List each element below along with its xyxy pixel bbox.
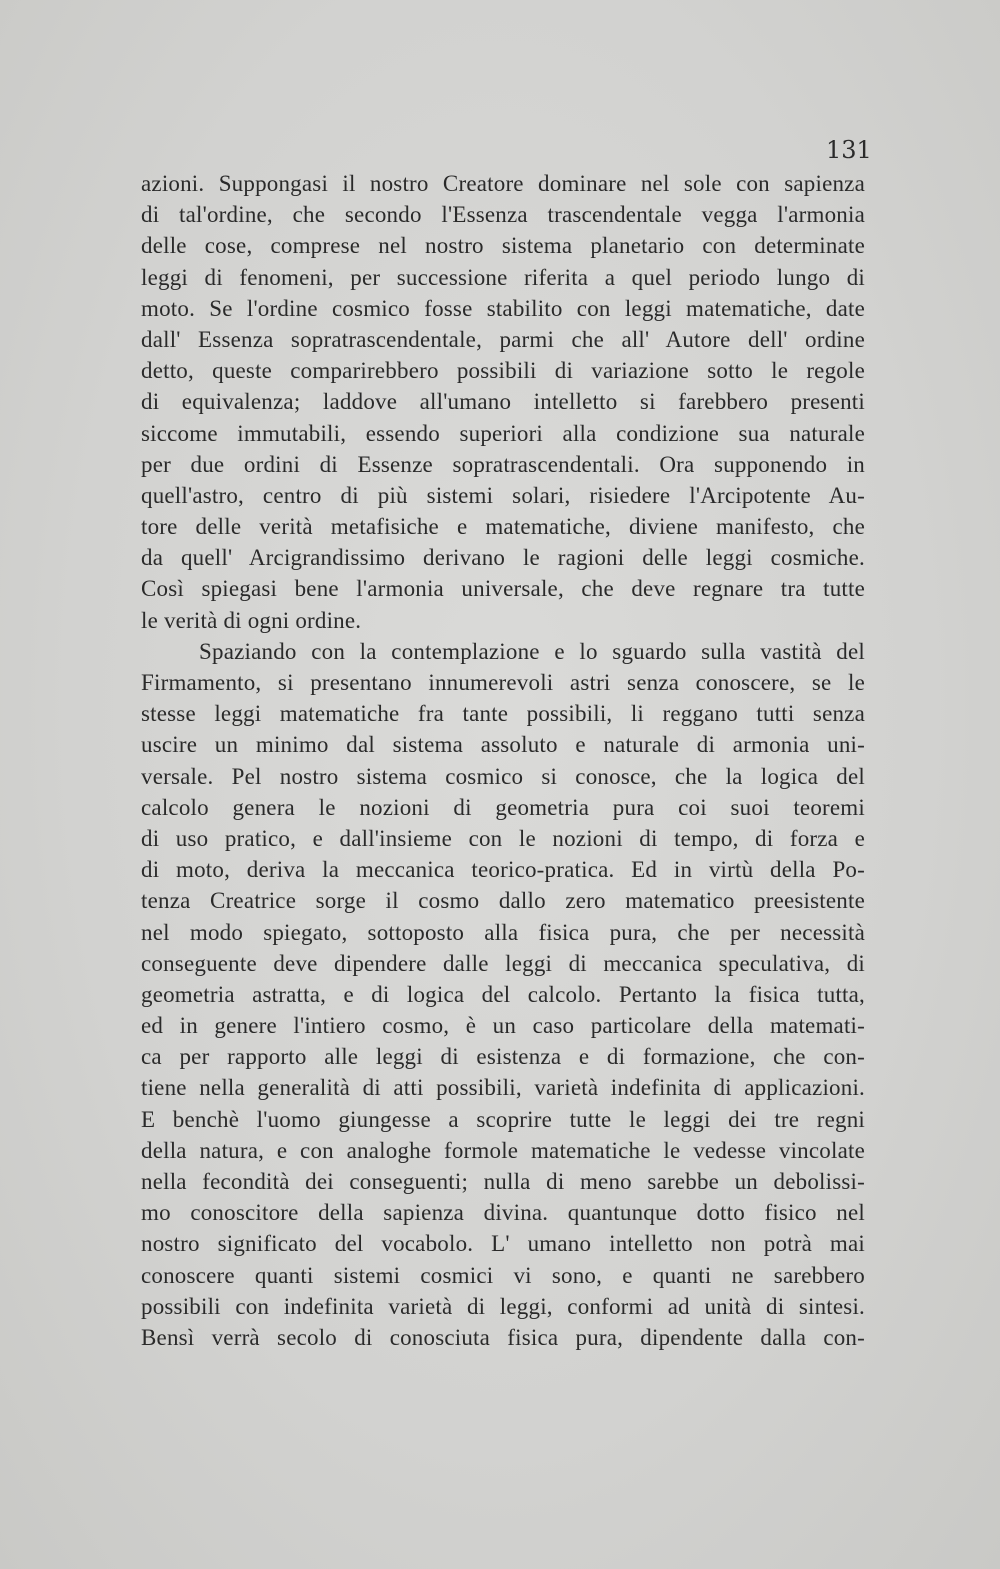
text-line: Bensì verrà secolo di conosciuta fisica pura, dipendente dalla con- <box>141 1324 865 1350</box>
text-line: Così spiegasi bene l'armonia universale, che deve regnare tra tutte <box>141 576 865 602</box>
text-line: nel modo spiegato, sottoposto alla fisica pura, che per necessità <box>141 919 865 945</box>
page-number: 131 <box>826 136 872 164</box>
text-line: uscire un minimo dal sistema assoluto e naturale di armonia uni- <box>141 732 865 758</box>
text-line: detto, queste comparirebbero possibili di variazione sotto le regole <box>141 358 865 384</box>
text-line: da quell' Arcigrandissimo derivano le ragioni delle leggi cosmiche. <box>141 545 865 571</box>
text-line: ed in genere l'intiero cosmo, è un caso particolare della matemati- <box>141 1013 865 1039</box>
text-line: calcolo genera le nozioni di geometria pura coi suoi teoremi <box>141 794 865 820</box>
text-line: tiene nella generalità di atti possibili, varietà indefinita di applicazioni. <box>141 1075 865 1101</box>
text-line: di moto, deriva la meccanica teorico-pratica. Ed in virtù della Po- <box>141 857 865 883</box>
text-line: nostro significato del vocabolo. L' umano intelletto non potrà mai <box>141 1231 865 1257</box>
text-line: versale. Pel nostro sistema cosmico si conosce, che la logica del <box>141 763 865 789</box>
body-text <box>141 168 865 1353</box>
text-line: conoscere quanti sistemi cosmici vi sono, e quanti ne sarebbero <box>141 1262 865 1288</box>
text-line: Spaziando con la contemplazione e lo sguardo sulla vastità del <box>199 638 865 664</box>
text-line: per due ordini di Essenze sopratrascendentali. Ora supponendo in <box>141 451 865 477</box>
text-line: di tal'ordine, che secondo l'Essenza trascendentale vegga l'armonia <box>141 202 865 228</box>
text-line: azioni. Suppongasi il nostro Creatore dominare nel sole con sapienza <box>141 171 865 196</box>
text-line: Firmamento, si presentano innumerevoli astri senza conoscere, se le <box>141 670 865 695</box>
text-line: tore delle verità metafisiche e matematiche, diviene manifesto, che <box>141 514 865 540</box>
text-line: mo conoscitore della sapienza divina. quantunque dotto fisico nel <box>141 1200 865 1226</box>
text-line: le verità di ogni ordine. <box>141 607 362 633</box>
text-line: E benchè l'uomo giungesse a scoprire tutte le leggi dei tre regni <box>141 1106 865 1132</box>
text-line: leggi di fenomeni, per successione riferita a quel periodo lungo di <box>141 264 865 290</box>
text-line: dall' Essenza sopratrascendentale, parmi che all' Autore dell' ordine <box>141 326 865 352</box>
text-line: ca per rapporto alle leggi di esistenza e di formazione, che con- <box>141 1044 865 1070</box>
text-line: geometria astratta, e di logica del calcolo. Pertanto la fisica tutta, <box>141 981 865 1007</box>
text-line: conseguente deve dipendere dalle leggi di meccanica speculativa, di <box>141 950 865 976</box>
text-line: moto. Se l'ordine cosmico fosse stabilito con leggi matematiche, date <box>141 295 865 321</box>
text-line: nella fecondità dei conseguenti; nulla di meno sarebbe un debolissi- <box>141 1169 865 1194</box>
text-line: possibili con indefinita varietà di leggi, conformi ad unità di sintesi. <box>141 1293 865 1319</box>
text-line: tenza Creatrice sorge il cosmo dallo zero matematico preesistente <box>141 888 865 914</box>
text-line: delle cose, comprese nel nostro sistema planetario con determinate <box>141 233 865 259</box>
text-line: siccome immutabili, essendo superiori alla condizione sua naturale <box>141 420 865 446</box>
text-line: stesse leggi matematiche fra tante possibili, li reggano tutti senza <box>141 701 865 727</box>
text-line: della natura, e con analoghe formole matematiche le vedesse vincolate <box>141 1137 865 1163</box>
text-line: quell'astro, centro di più sistemi solari, risiedere l'Arcipotente Au- <box>141 482 865 508</box>
text-line: di uso pratico, e dall'insieme con le nozioni di tempo, di forza e <box>141 825 865 851</box>
text-line: di equivalenza; laddove all'umano intelletto si farebbero presenti <box>141 389 865 415</box>
